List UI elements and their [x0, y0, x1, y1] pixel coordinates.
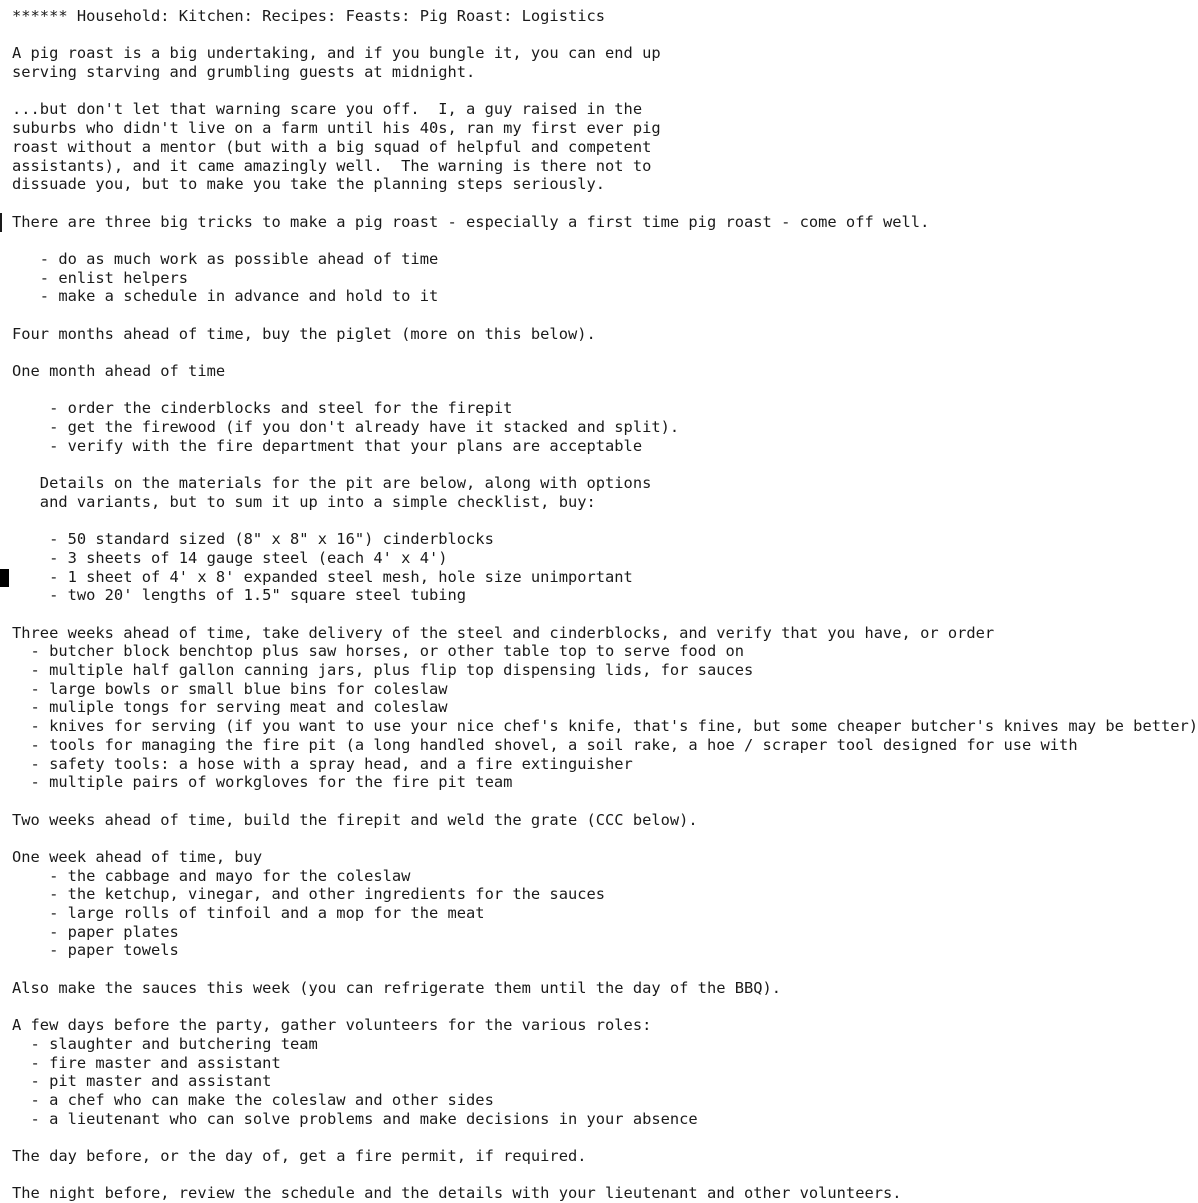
text-line: Three weeks ahead of time, take delivery of the steel and cinderblocks, and verify that you have, or order [12, 623, 995, 642]
text-line: assistants), and it came amazingly well. The warning is there not to [12, 156, 652, 175]
blank-line [12, 605, 1198, 624]
text-line: - the cabbage and mayo for the coleslaw [12, 866, 411, 885]
text-line: - verify with the fire department that your plans are acceptable [12, 436, 643, 455]
text-line: - multiple pairs of workgloves for the fire pit team [12, 773, 513, 792]
text-line: - enlist helpers [12, 268, 189, 287]
text-line: - pit master and assistant [12, 1072, 272, 1091]
text-line: - 50 standard sized (8" x 8" x 16") cinderblocks [12, 530, 494, 549]
blank-line [12, 829, 1198, 848]
text-line: roast without a mentor (but with a big squad of helpful and competent [12, 137, 652, 156]
text-line: - a lieutenant who can solve problems and make decisions in your absence [12, 1109, 698, 1128]
text-line: The night before, review the schedule and the details with your lieutenant and other volunteers. [12, 1184, 902, 1203]
text-line: and variants, but to sum it up into a simple checklist, buy: [12, 492, 596, 511]
text-line: suburbs who didn't live on a farm until his 40s, ran my first ever pig [12, 119, 661, 138]
blank-line [12, 26, 1198, 45]
text-line: One week ahead of time, buy [12, 847, 263, 866]
blank-line [12, 231, 1198, 250]
text-line: Two weeks ahead of time, build the firepit and weld the grate (CCC below). [12, 810, 698, 829]
text-line: - large bowls or small blue bins for coleslaw [12, 679, 448, 698]
text-line: - order the cinderblocks and steel for the firepit [12, 399, 513, 418]
text-line: - fire master and assistant [12, 1053, 281, 1072]
text-line: Details on the materials for the pit are below, along with options [12, 474, 652, 493]
blank-line [12, 306, 1198, 325]
text-line: - multiple half gallon canning jars, plus flip top dispensing lids, for sauces [12, 661, 754, 680]
blank-line [12, 512, 1198, 531]
text-line: Four months ahead of time, buy the piglet (more on this below). [12, 324, 596, 343]
blank-line [12, 381, 1198, 400]
text-line: A pig roast is a big undertaking, and if you bungle it, you can end up [12, 44, 661, 63]
text-line: - knives for serving (if you want to use your nice chef's knife, that's fine, but some cheaper butcher's knives may be better) [12, 717, 1198, 736]
text-line: Also make the sauces this week (you can refrigerate them until the day of the BBQ). [12, 978, 782, 997]
text-line: - the ketchup, vinegar, and other ingredients for the sauces [12, 885, 606, 904]
text-line: - 1 sheet of 4' x 8' expanded steel mesh, hole size unimportant [12, 568, 1198, 587]
text-line: - two 20' lengths of 1.5" square steel tubing [12, 586, 467, 605]
document-text[interactable] [12, 7, 1198, 1203]
text-line: - muliple tongs for serving meat and coleslaw [12, 698, 448, 717]
text-line: - do as much work as possible ahead of time [12, 249, 439, 268]
text-line: ****** Household: Kitchen: Recipes: Feasts: Pig Roast: Logistics [12, 7, 606, 25]
text-line: - slaughter and butchering team [12, 1034, 318, 1053]
blank-line [12, 456, 1198, 475]
text-line: There are three big tricks to make a pig roast - especially a first time pig roast - come off well. [12, 212, 930, 231]
text-line: - a chef who can make the coleslaw and other sides [12, 1090, 494, 1109]
text-cursor [0, 569, 9, 587]
text-line: - 3 sheets of 14 gauge steel (each 4' x 4') [12, 548, 448, 567]
text-line: - make a schedule in advance and hold to it [12, 287, 439, 306]
text-line: serving starving and grumbling guests at midnight. [12, 63, 476, 82]
text-line: - get the firewood (if you don't already have it stacked and split). [12, 418, 680, 437]
blank-line [12, 194, 1198, 213]
blank-line [12, 82, 1198, 101]
text-line: - tools for managing the fire pit (a long handled shovel, a soil rake, a hoe / scraper tool designed for use with [12, 735, 1078, 754]
blank-line [12, 1166, 1198, 1185]
text-line: dissuade you, but to make you take the planning steps seriously. [12, 175, 606, 194]
text-line: A few days before the party, gather volunteers for the various roles: [12, 1016, 652, 1035]
blank-line [12, 997, 1198, 1016]
text-line: - large rolls of tinfoil and a mop for the meat [12, 904, 485, 922]
blank-line [12, 960, 1198, 979]
text-line: The day before, or the day of, get a fire permit, if required. [12, 1146, 587, 1165]
blank-line [12, 1128, 1198, 1147]
text-line: - butcher block benchtop plus saw horses, or other table top to serve food on [12, 642, 745, 661]
text-line: One month ahead of time [12, 362, 226, 381]
blank-line [12, 343, 1198, 362]
text-line: ...but don't let that warning scare you off. I, a guy raised in the [12, 100, 643, 119]
blank-line [12, 792, 1198, 811]
text-line: - paper towels [12, 941, 179, 960]
text-line: - paper plates [12, 922, 179, 941]
left-gutter-marker [0, 213, 2, 232]
text-line: - safety tools: a hose with a spray head, and a fire extinguisher [12, 754, 633, 773]
